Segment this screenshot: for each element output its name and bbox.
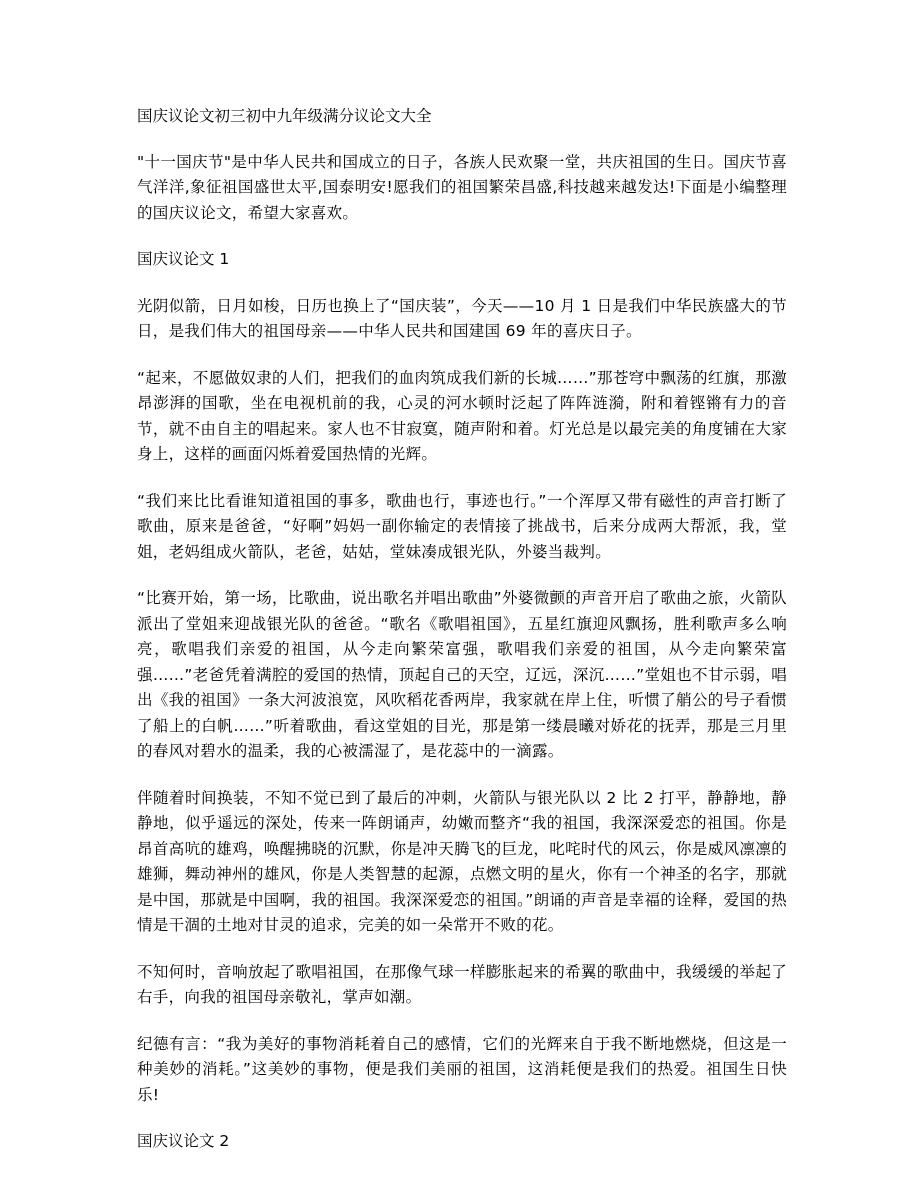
body-paragraph: 光阴似箭，日月如梭，日历也换上了“国庆装”，今天——10 月 1 日是我们中华民族盛大的节日，是我们伟大的祖国母亲——中华人民共和国建国 69 年的喜庆日子。: [137, 296, 787, 340]
intro-paragraph: "十一国庆节"是中华人民共和国成立的日子，各族人民欢聚一堂，共庆祖国的生日。国庆节喜气洋洋,象征祖国盛世太平,国泰明安!愿我们的祖国繁荣昌盛,科技越来越发达!下面是小编整理的国庆议论文，希望大家喜欢。: [137, 152, 787, 222]
body-paragraph: 伴随着时间换装，不知不觉已到了最后的冲刺，火箭队与银光队以 2 比 2 打平，静静地，静静地，似乎遥远的深处，传来一阵朗诵声，幼嫩而整齐“我的祖国，我深深爱恋的祖国。你是昂首高吭的雄鸡，唤醒拂晓的沉默，你是冲天腾飞的巨龙，叱咤时代的风云，你是威风凛凛的雄狮，舞动神州的雄风，你是人类智慧的起源，点燃文明的星火，你有一个神圣的名字，那就是中国，那就是中国啊，我的祖国。我深深爱恋的祖国。”朗诵的声音是幸福的诠释，爱国的热情是干涸的土地对甘灵的追求，完美的如一朵常开不败的花。: [137, 788, 787, 934]
body-paragraph: 不知何时，音响放起了歌唱祖国，在那像气球一样膨胀起来的希翼的歌曲中，我缓缓的举起了右手，向我的祖国母亲敬礼，掌声如潮。: [137, 962, 787, 1006]
section-heading-2: 国庆议论文 2: [137, 1132, 230, 1150]
body-paragraph: “比赛开始，第一场，比歌曲，说出歌名并唱出歌曲”外婆微颤的声音开启了歌曲之旅，火箭队派出了堂姐来迎战银光队的爸爸。“歌名《歌唱祖国》，五星红旗迎风飘扬，胜利歌声多么响亮，歌唱我们亲爱的祖国，从今走向繁荣富强，歌唱我们亲爱的祖国，从今走向繁荣富强……”老爸凭着满腔的爱国的热情，顶起自己的天空，辽远，深沉……”堂姐也不甘示弱，唱出《我的祖国》一条大河波浪宽，风吹稻花香两岸，我家就在岸上住，听惯了艄公的号子看惯了船上的白帆……”听着歌曲，看这堂姐的目光，那是第一缕晨曦对娇花的抚弄，那是三月里的春风对碧水的温柔，我的心被濡湿了，是花蕊中的一滴露。: [137, 589, 787, 760]
body-paragraph: “起来，不愿做奴隶的人们，把我们的血肉筑成我们新的长城……”那苍穹中飘荡的红旗，那激昂澎湃的国歌，坐在电视机前的我，心灵的河水顿时泛起了阵阵涟漪，附和着铿锵有力的音节，就不由自主的唱起来。家人也不甘寂寞，随声附和着。灯光总是以最完美的角度铺在大家身上，这样的画面闪烁着爱国热情的光辉。: [137, 368, 787, 463]
document-title: 国庆议论文初三初中九年级满分议论文大全: [137, 107, 432, 125]
document-body: [137, 104, 787, 1176]
body-paragraph: 纪德有言：“我为美好的事物消耗着自己的感情，它们的光辉来自于我不断地燃烧，但这是一种美妙的消耗。”这美妙的事物，便是我们美丽的祖国，这消耗便是我们的热爱。祖国生日快乐!: [137, 1034, 787, 1104]
body-paragraph: “我们来比比看谁知道祖国的事多，歌曲也行，事迹也行。”一个浑厚又带有磁性的声音打断了歌曲，原来是爸爸，“好啊”妈妈一副你输定的表情接了挑战书，后来分成两大帮派，我，堂姐，老妈组成火箭队，老爸，姑姑，堂妹凑成银光队，外婆当裁判。: [137, 491, 787, 561]
section-heading-1: 国庆议论文 1: [137, 250, 230, 268]
